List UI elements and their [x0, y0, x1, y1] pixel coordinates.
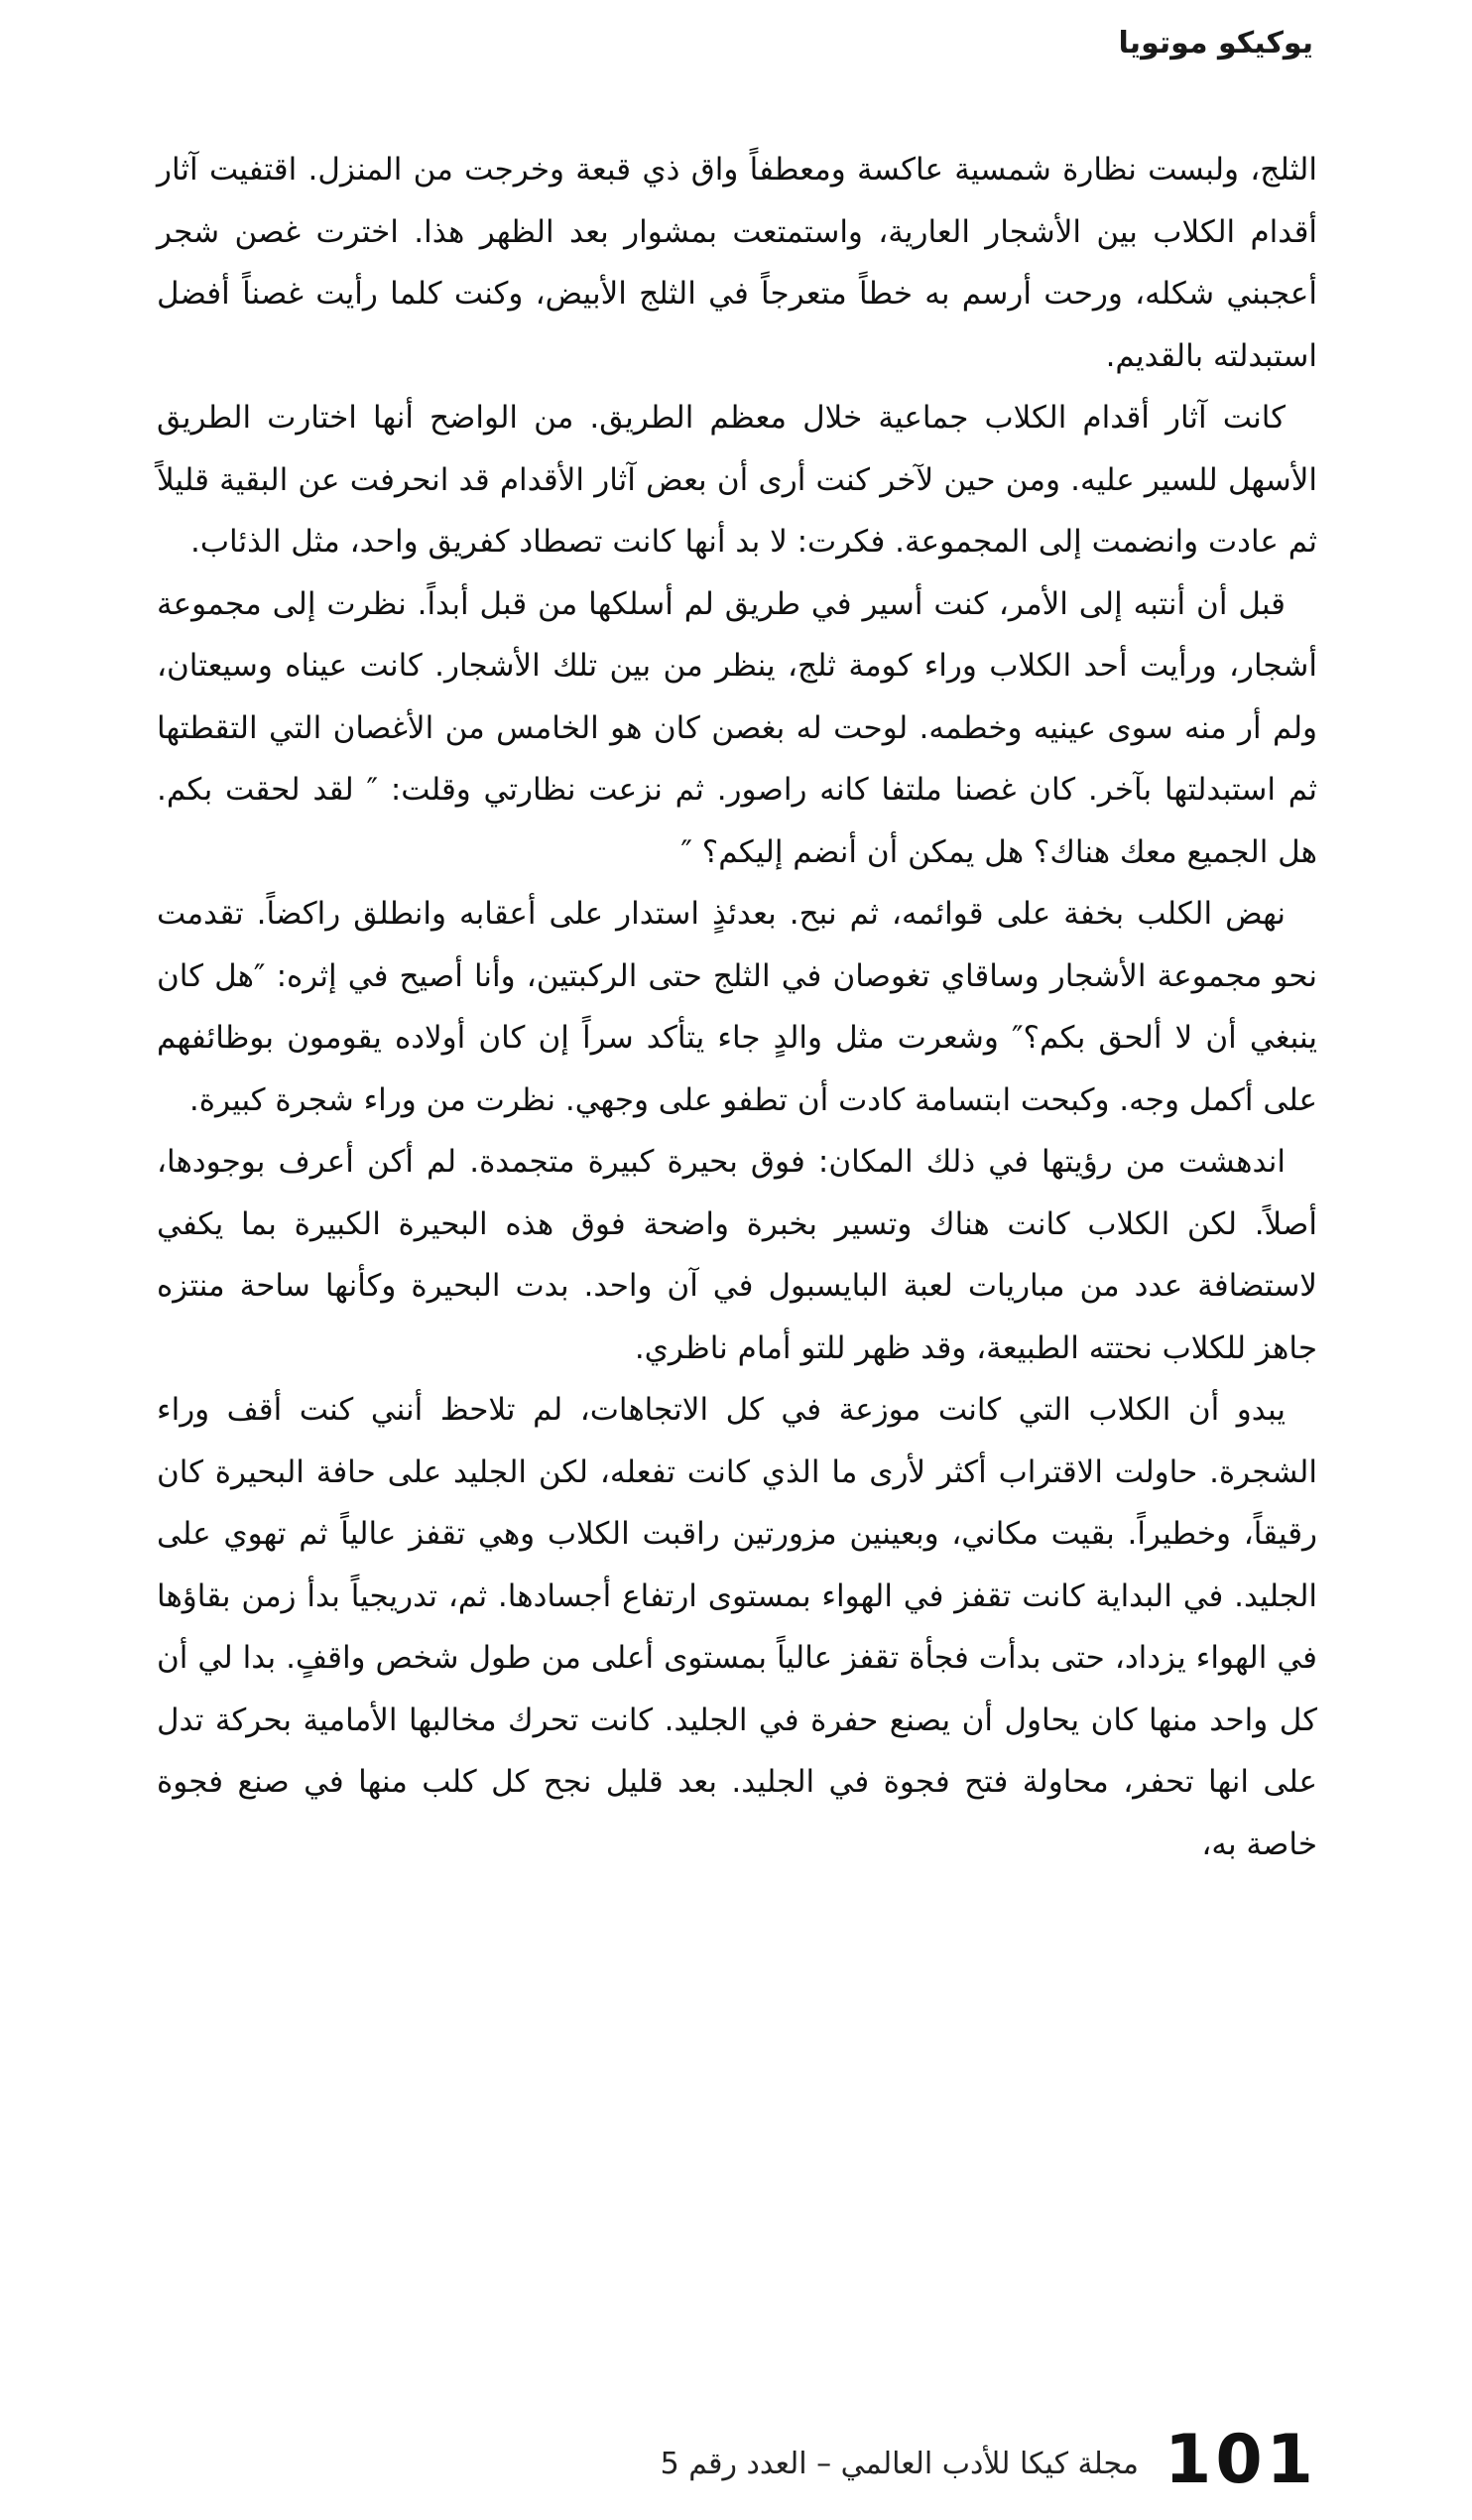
paragraph: نهض الكلب بخفة على قوائمه، ثم نبح. بعدئذٍ استدار على أعقابه وانطلق راكضاً. تقدمت نحو مجموعة الأشجار وساقاي تغوصان في الثلج حتى الركبتين، وأنا أصيح في إثره: ″هل كان ينبغي أن لا ألحق بكم؟″ وشعرت مثل والدٍ جاء يتأكد سراً إن كان أولاده يقومون بوظائفهم على أكمل وجه. وكبحت ابتسامة كادت أن تطفو على وجهي. نظرت من وراء شجرة كبيرة. — [157, 896, 1317, 1118]
article-body — [157, 139, 1317, 1875]
running-header-author: يوكيكو موتويا — [1118, 26, 1313, 61]
paragraph: كانت آثار أقدام الكلاب جماعية خلال معظم الطريق. من الواضح أنها اختارت الطريق الأسهل للسير عليه. ومن حين لآخر كنت أرى أن بعض آثار الأقدام قد انحرفت عن البقية قليلاً ثم عادت وانضمت إلى المجموعة. فكرت: لا بد أنها كانت تصطاد كفريق واحد، مثل الذئاب. — [157, 400, 1317, 560]
paragraph: اندهشت من رؤيتها في ذلك المكان: فوق بحيرة كبيرة متجمدة. لم أكن أعرف بوجودها، أصلاً. لكن الكلاب كانت هناك وتسير بخبرة واضحة فوق هذه البحيرة الكبيرة بما يكفي لاستضافة عدد من مباريات لعبة البايسبول في آن واحد. بدت البحيرة وكأنها ساحة منتزه جاهز للكلاب نحتته الطبيعة، وقد ظهر للتو أمام ناظري. — [157, 1144, 1317, 1366]
page-number: 101 — [1165, 2421, 1317, 2499]
paragraph: الثلج، ولبست نظارة شمسية عاكسة ومعطفاً واق ذي قبعة وخرجت من المنزل. اقتفيت آثار أقدام الكلاب بين الأشجار العارية، واستمتعت بمشوار بعد الظهر هذا. اخترت غصن شجر أعجبني شكله، ورحت أرسم به خطاً متعرجاً في الثلج الأبيض، وكنت كلما رأيت غصناً أفضل استبدلته بالقديم. — [157, 152, 1317, 374]
paragraph: يبدو أن الكلاب التي كانت موزعة في كل الاتجاهات، لم تلاحظ أنني كنت أقف وراء الشجرة. حاولت الاقتراب أكثر لأرى ما الذي كانت تفعله، لكن الجليد على حافة البحيرة كان رقيقاً، وخطيراً. بقيت مكاني، وبعينين مزورتين راقبت الكلاب وهي تقفز عالياً ثم تهوي على الجليد. في البداية كانت تقفز في الهواء بمستوى ارتفاع أجسادها. ثم، تدريجياً بدأ زمن بقاؤها في الهواء يزداد، حتى بدأت فجأة تقفز عالياً بمستوى أعلى من طول شخص واقفٍ. بدا لي أن كل واحد منها كان يحاول أن يصنع حفرة في الجليد. كانت تحرك مخالبها الأمامية بحركة تدل على انها تحفر، محاولة فتح فجوة في الجليد. بعد قليل نجح كل كلب منها في صنع فجوة خاصة به، — [157, 1392, 1317, 1862]
paragraph: قبل أن أنتبه إلى الأمر، كنت أسير في طريق لم أسلكها من قبل أبداً. نظرت إلى مجموعة أشجار، ورأيت أحد الكلاب وراء كومة ثلج، ينظر من بين تلك الأشجار. كانت عيناه وسيعتان، ولم أر منه سوى عينيه وخطمه. لوحت له بغصن كان هو الخامس من الأغصان التي التقطتها ثم استبدلتها بآخر. كان غصنا ملتفا كانه راصور. ثم نزعت نظارتي وقلت: ″ لقد لحقت بكم. هل الجميع معك هناك؟ هل يمكن أن أنضم إليكم؟ ″ — [157, 585, 1317, 870]
page-footer — [157, 2421, 1317, 2510]
journal-title: مجلة كيكا للأدب العالمي – العدد رقم 5 — [660, 2447, 1139, 2481]
